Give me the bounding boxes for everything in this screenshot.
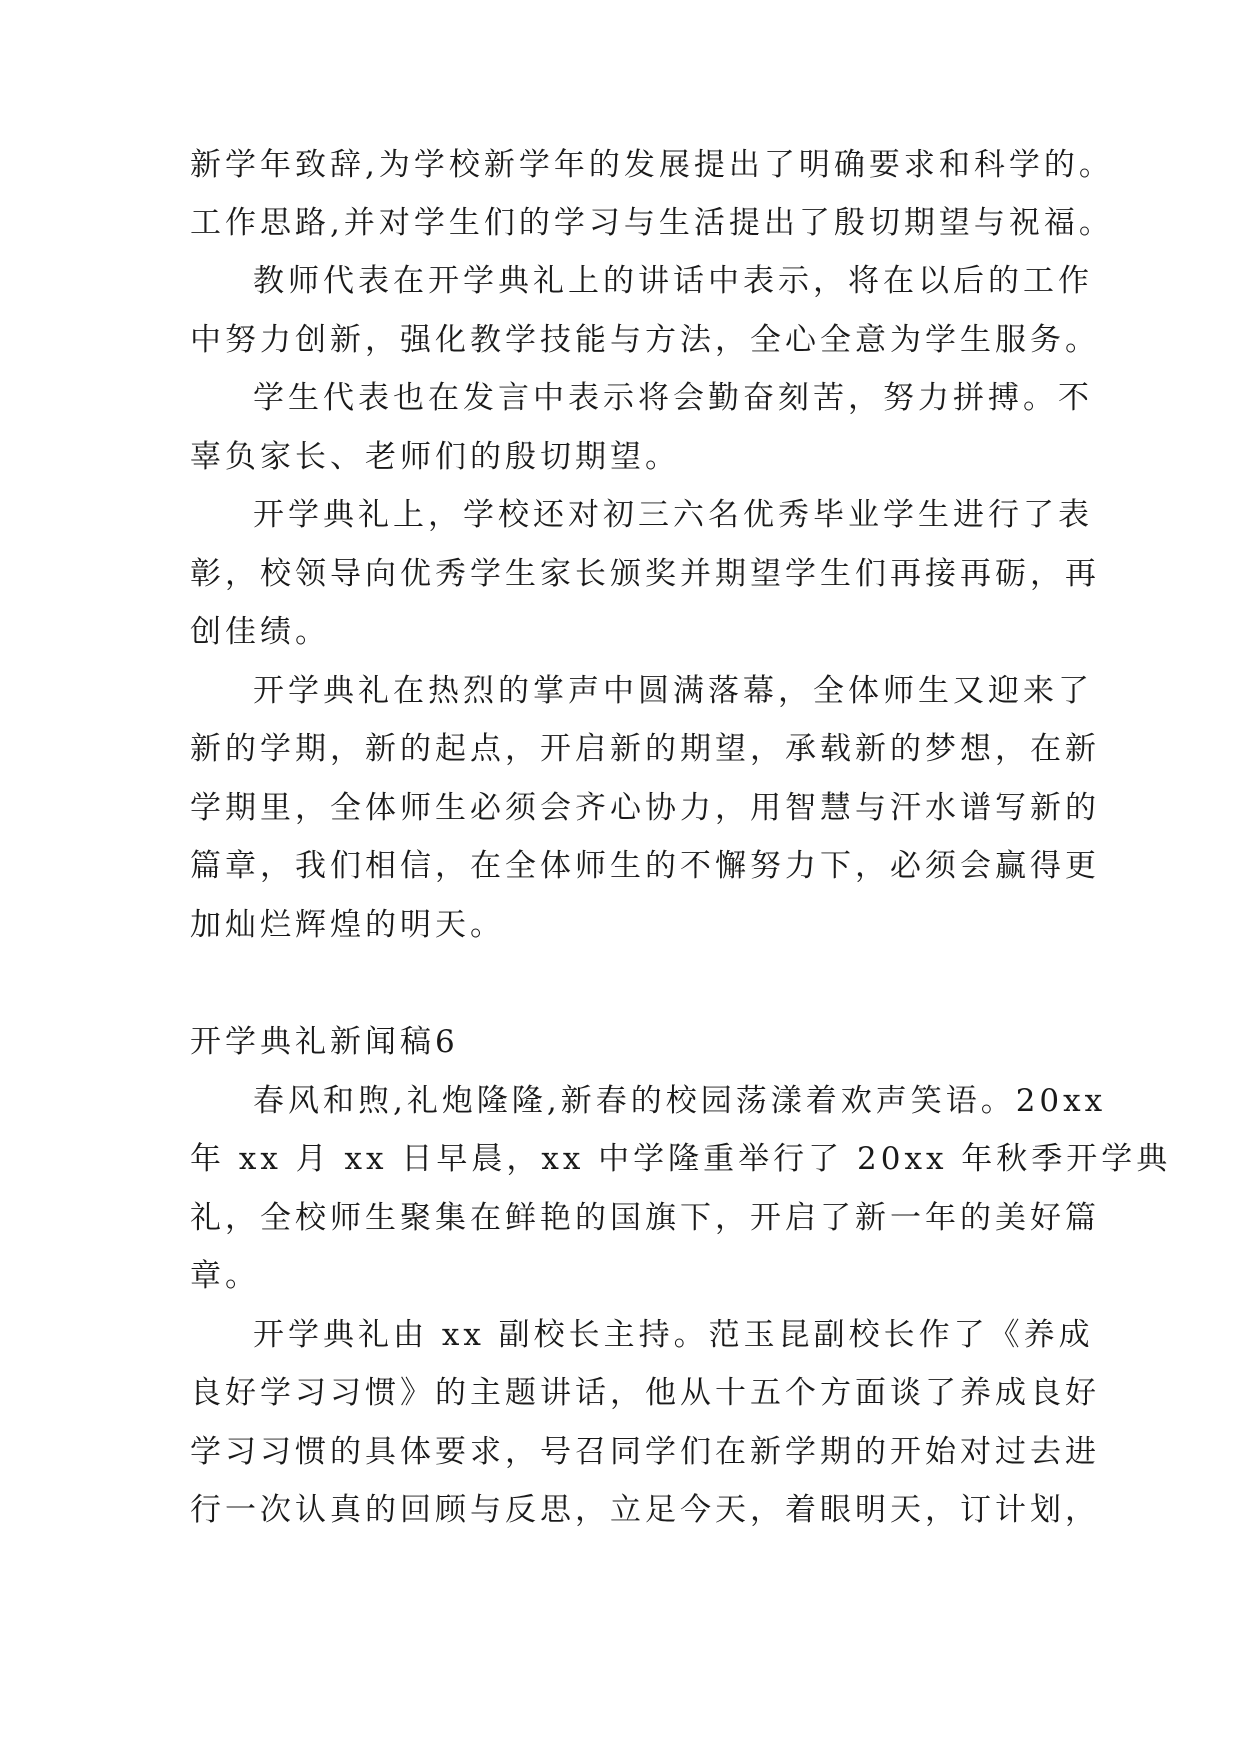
paragraph-first-line: 开学典礼上，学校还对初三六名优秀毕业学生进行了表 xyxy=(253,497,1093,533)
text-line: 学习习惯的具体要求，号召同学们在新学期的开始对过去进 xyxy=(190,1434,1100,1470)
text-line: 辜负家长、老师们的殷切期望。 xyxy=(190,439,680,475)
text-line: 篇章，我们相信，在全体师生的不懈努力下，必须会赢得更 xyxy=(190,848,1100,884)
text-line: 中努力创新，强化教学技能与方法，全心全意为学生服务。 xyxy=(190,322,1100,358)
text-line: 章。 xyxy=(190,1258,260,1294)
text-line: 工作思路,并对学生们的学习与生活提出了殷切期望与祝福。 xyxy=(190,205,1114,241)
paragraph-first-line: 开学典礼在热烈的掌声中圆满落幕，全体师生又迎来了 xyxy=(253,673,1093,709)
text-line: 新的学期，新的起点，开启新的期望，承载新的梦想，在新 xyxy=(190,731,1100,767)
section-heading: 开学典礼新闻稿6 xyxy=(190,1024,459,1060)
text-line: 彰，校领导向优秀学生家长颁奖并期望学生们再接再砺，再 xyxy=(190,556,1100,592)
text-line: 礼，全校师生聚集在鲜艳的国旗下，开启了新一年的美好篇 xyxy=(190,1200,1100,1236)
paragraph-first-line: 教师代表在开学典礼上的讲话中表示，将在以后的工作 xyxy=(253,263,1093,299)
paragraph-first-line: 春风和煦,礼炮隆隆,新春的校园荡漾着欢声笑语。20xx xyxy=(253,1083,1107,1119)
text-line: 良好学习习惯》的主题讲话，他从十五个方面谈了养成良好 xyxy=(190,1375,1100,1411)
text-line: 加灿烂辉煌的明天。 xyxy=(190,907,505,943)
paragraph-first-line: 学生代表也在发言中表示将会勤奋刻苦，努力拼搏。不 xyxy=(253,380,1093,416)
text-line: 创佳绩。 xyxy=(190,614,330,650)
text-line: 行一次认真的回顾与反思，立足今天，着眼明天，订计划， xyxy=(190,1492,1100,1528)
paragraph-first-line: 开学典礼由 xx 副校长主持。范玉昆副校长作了《养成 xyxy=(253,1317,1094,1353)
text-line: 新学年致辞,为学校新学年的发展提出了明确要求和科学的。 xyxy=(190,147,1114,183)
text-line: 年 xx 月 xx 日早晨，xx 中学隆重举行了 20xx 年秋季开学典 xyxy=(190,1141,1172,1177)
text-line: 学期里，全体师生必须会齐心协力，用智慧与汗水谱写新的 xyxy=(190,790,1100,826)
